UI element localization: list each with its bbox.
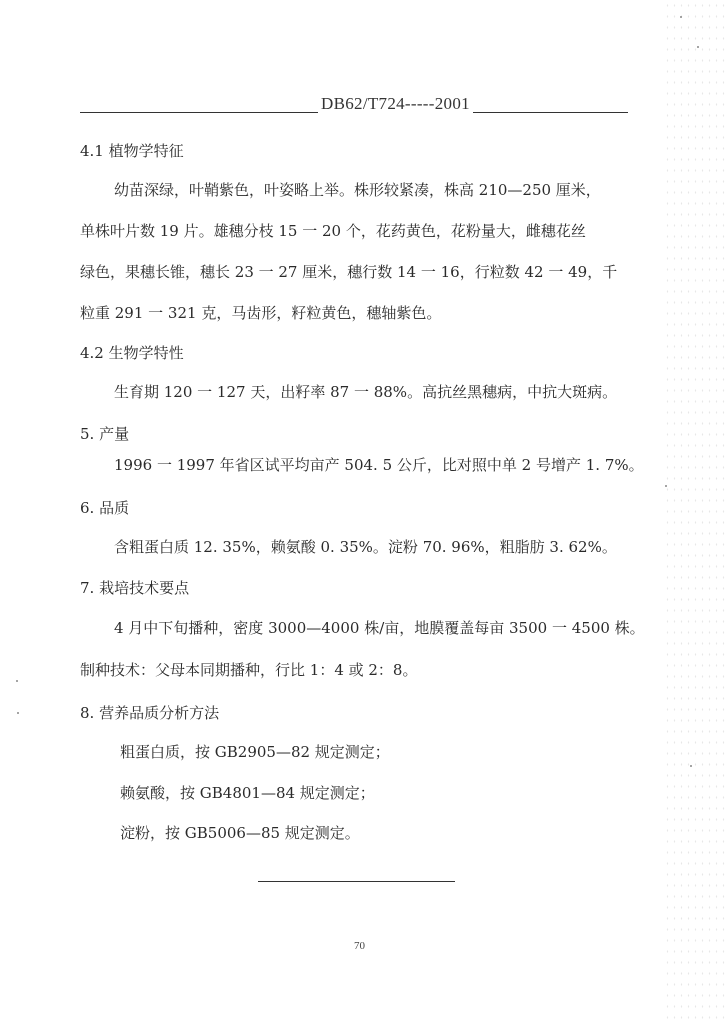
section-title-cultivation: 7. 栽培技术要点: [80, 579, 190, 597]
standard-code: DB62/T724-----2001: [318, 94, 473, 114]
scan-speck: [690, 765, 692, 767]
section-title-methods: 8. 营养品质分析方法: [80, 704, 220, 722]
seed-production-text: 制种技术：父母本同期播种，行比 1：4 或 2：8。: [80, 661, 418, 679]
scan-speck: [680, 16, 682, 18]
scan-speck: [665, 485, 667, 487]
scan-speck: [17, 712, 19, 714]
scan-speck: [697, 46, 699, 48]
section-title-botanical: 4.1 植物学特征: [80, 142, 184, 160]
section-title-quality: 6. 品质: [80, 499, 130, 517]
section-title-yield: 5. 产量: [80, 425, 130, 443]
botanical-line-3: 绿色，果穗长锥，穗长 23 一 27 厘米，穗行数 14 一 16，行粒数 42 一 49，千: [80, 263, 618, 281]
method-item-lysine: 赖氨酸，按 GB4801—84 规定测定；: [120, 784, 375, 802]
cultivation-text: 4 月中下旬播种，密度 3000—4000 株/亩，地膜覆盖每亩 3500 一 4500 株。: [114, 619, 645, 637]
botanical-line-4: 粒重 291 一 321 克，马齿形，籽粒黄色，穗轴紫色。: [80, 304, 442, 322]
method-item-protein: 粗蛋白质，按 GB2905—82 规定测定；: [120, 743, 390, 761]
yield-text: 1996 一 1997 年省区试平均亩产 504. 5 公斤，比对照中单 2 号增产 1. 7%。: [114, 456, 644, 474]
method-item-starch: 淀粉，按 GB5006—85 规定测定。: [120, 824, 360, 842]
quality-text: 含粗蛋白质 12. 35%，赖氨酸 0. 35%。淀粉 70. 96%，粗脂肪 3. 62%。: [114, 538, 617, 556]
botanical-line-1: 幼苗深绿，叶鞘紫色，叶姿略上举。株形较紧凑，株高 210—250 厘米，: [114, 181, 601, 199]
section-title-biological: 4.2 生物学特性: [80, 344, 184, 362]
scan-speck: [16, 680, 18, 682]
page-number: 70: [354, 940, 365, 952]
botanical-line-2: 单株叶片数 19 片。雄穗分枝 15 一 20 个，花药黄色，花粉量大，雌穗花丝: [80, 222, 586, 240]
scan-edge-noise: [664, 0, 725, 1024]
biological-text: 生育期 120 一 127 天，出籽率 87 一 88%。高抗丝黑穗病，中抗大斑病。: [114, 383, 618, 401]
footer-rule: [258, 881, 455, 882]
